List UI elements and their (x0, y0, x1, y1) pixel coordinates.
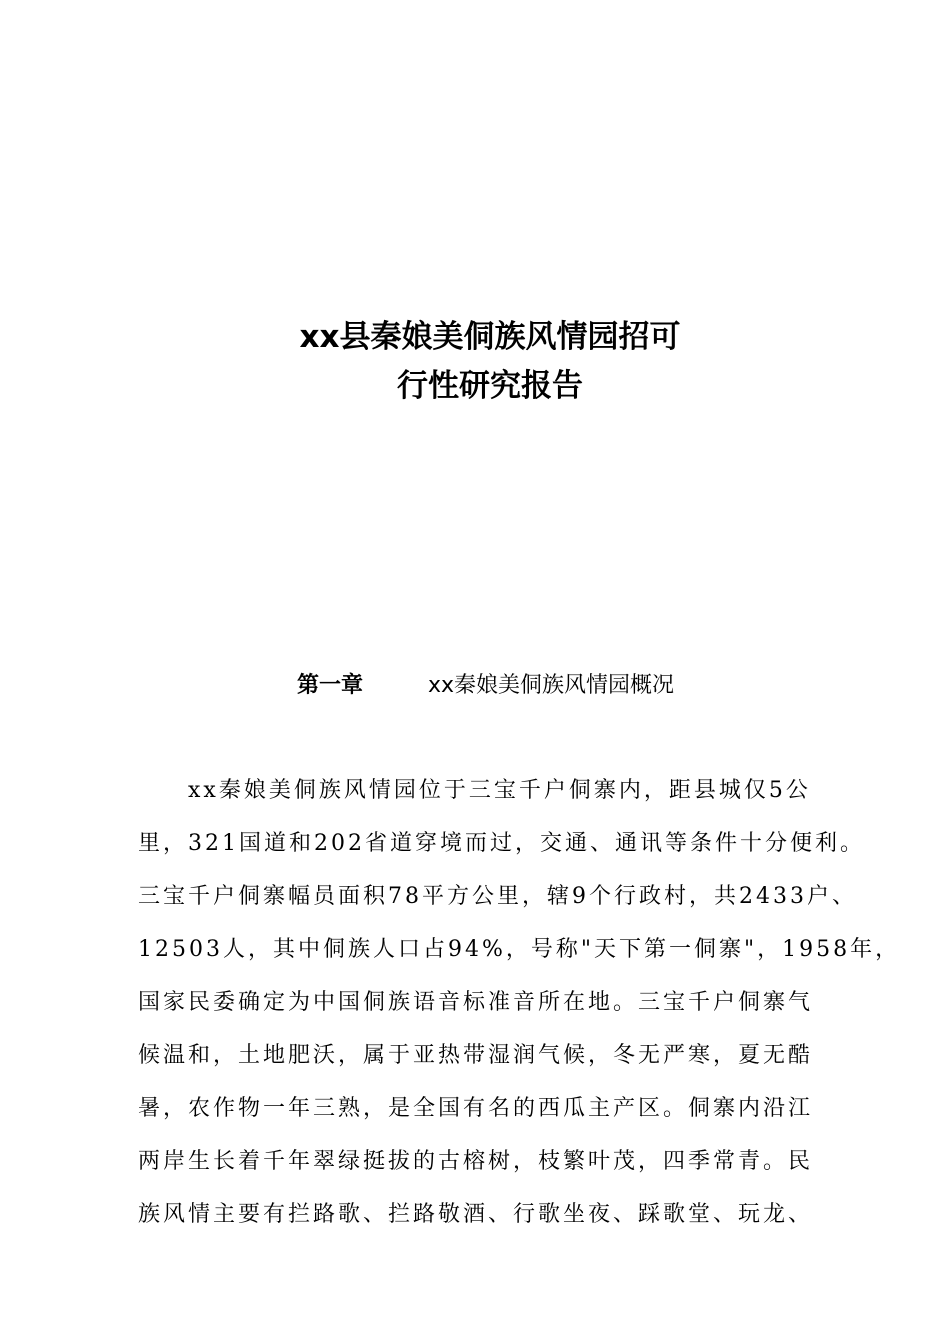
document-title-line-1: xx县秦娘美侗族风情园招可 (299, 319, 681, 355)
document-title-line-2: 行性研究报告 (397, 368, 583, 404)
paragraph-line: 三宝千户侗寨幅员面积78平方公里，辖9个行政村，共2433户、 (138, 884, 857, 909)
paragraph-line: 国家民委确定为中国侗族语音标准音所在地。三宝千户侗寨气 (138, 990, 814, 1015)
paragraph-line: 暑，农作物一年三熟，是全国有名的西瓜主产区。侗寨内沿江 (138, 1096, 814, 1121)
paragraph-line: 族风情主要有拦路歌、拦路敬酒、行歌坐夜、踩歌堂、玩龙、 (138, 1202, 814, 1227)
paragraph-line: 12503人，其中侗族人口占94%，号称"天下第一侗寨"，1958年， (138, 937, 901, 962)
chapter-heading (297, 668, 675, 704)
chapter-label: 第一章 (297, 673, 364, 698)
paragraph-line: 两岸生长着千年翠绿挺拔的古榕树，枝繁叶茂，四季常青。民 (138, 1149, 814, 1174)
body-paragraph (138, 764, 901, 1241)
paragraph-line: 里，321国道和202省道穿境而过，交通、通讯等条件十分便利。 (138, 831, 865, 856)
paragraph-line: xx秦娘美侗族风情园位于三宝千户侗寨内，距县城仅5公 (188, 778, 811, 803)
chapter-name: xx秦娘美侗族风情园概况 (428, 673, 675, 698)
paragraph-line: 候温和，土地肥沃，属于亚热带湿润气候，冬无严寒，夏无酷 (138, 1043, 814, 1068)
